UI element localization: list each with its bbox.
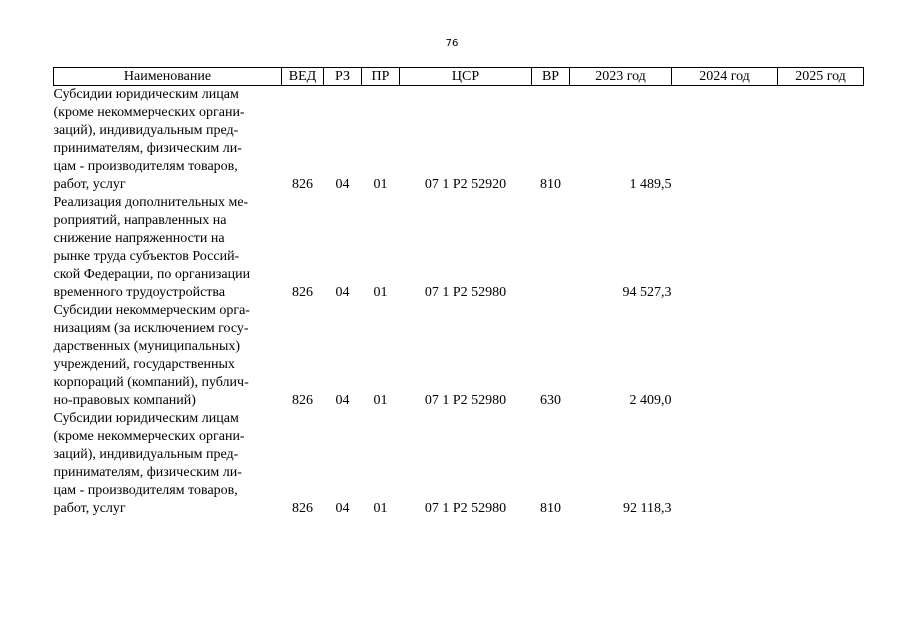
row-csr: 07 1 Р2 52980: [424, 501, 507, 516]
column-header-2024: 2024 год: [672, 68, 778, 86]
row-name-line: рынке труда субъектов Россий-: [53, 249, 240, 264]
row-name-line: заций), индивидуальным пред-: [53, 123, 239, 138]
row-amount-2024: [672, 194, 778, 302]
column-header-2025: 2025 год: [778, 68, 864, 86]
row-amount-2025: [778, 302, 864, 410]
row-name: [54, 410, 282, 518]
column-header-name: Наименование: [54, 68, 282, 86]
row-name-line: ской Федерации, по организации: [53, 267, 251, 282]
row-csr: 07 1 Р2 52980: [424, 285, 507, 300]
table-row: [54, 410, 864, 518]
row-amount-2023: 1 489,5: [629, 177, 672, 192]
row-name-line: роприятий, направленных на: [53, 213, 227, 228]
row-rz: 04: [335, 285, 350, 300]
row-pr: 01: [373, 285, 388, 300]
row-name-line: Субсидии юридическим лицам: [53, 87, 239, 102]
column-header-pr: ПР: [362, 68, 400, 86]
column-header-ved: ВЕД: [282, 68, 324, 86]
row-name: [54, 194, 282, 302]
row-pr: 01: [373, 393, 388, 408]
row-vr: 630: [540, 393, 561, 408]
row-ved: 826: [292, 393, 313, 408]
row-amount-2023: 92 118,3: [623, 501, 672, 516]
row-name-line: (кроме некоммерческих органи-: [53, 429, 245, 444]
row-name-line: учреждений, государственных: [53, 357, 235, 372]
row-name-line: заций), индивидуальным пред-: [53, 447, 239, 462]
row-name-line: временного трудоустройства: [53, 285, 226, 300]
row-amount-2024: [672, 410, 778, 518]
row-name-line: низациям (за исключением госу-: [53, 321, 249, 336]
row-name-line: работ, услуг: [53, 177, 126, 192]
row-rz: 04: [335, 177, 350, 192]
row-name: [54, 86, 282, 195]
table-header-row: [54, 68, 864, 86]
row-name-line: Субсидии некоммерческим орга-: [53, 303, 250, 318]
table-row: [54, 302, 864, 410]
row-name-line: работ, услуг: [53, 501, 126, 516]
row-name-line: Реализация дополнительных ме-: [53, 195, 249, 210]
row-name: [54, 302, 282, 410]
row-name-line: снижение напряженности на: [53, 231, 225, 246]
row-amount-2025: [778, 410, 864, 518]
row-name-line: принимателям, физическим ли-: [53, 465, 242, 480]
row-name-line: корпораций (компаний), публич-: [53, 375, 249, 390]
row-name-line: но-правовых компаний): [53, 393, 196, 408]
column-header-rz: РЗ: [324, 68, 362, 86]
budget-table: [53, 67, 864, 518]
row-csr: 07 1 Р2 52920: [424, 177, 507, 192]
row-name-line: цам - производителям товаров,: [53, 483, 238, 498]
row-amount-2024: [672, 302, 778, 410]
row-csr: 07 1 Р2 52980: [424, 393, 507, 408]
table-body: [54, 86, 864, 519]
row-amount-2023: 2 409,0: [629, 393, 672, 408]
row-pr: 01: [373, 501, 388, 516]
table-row: [54, 194, 864, 302]
column-header-csr: ЦСР: [400, 68, 532, 86]
row-vr: 810: [540, 501, 561, 516]
page-number: 76: [445, 38, 459, 49]
row-amount-2024: [672, 86, 778, 195]
row-name-line: (кроме некоммерческих органи-: [53, 105, 245, 120]
row-rz: 04: [335, 501, 350, 516]
table-row: [54, 86, 864, 195]
row-name-line: дарственных (муниципальных): [53, 339, 241, 354]
row-name-line: Субсидии юридическим лицам: [53, 411, 239, 426]
column-header-vr: ВР: [532, 68, 570, 86]
row-name-line: принимателям, физическим ли-: [53, 141, 242, 156]
row-ved: 826: [292, 501, 313, 516]
row-amount-2025: [778, 194, 864, 302]
row-amount-2023: 94 527,3: [622, 285, 672, 300]
row-vr: 810: [540, 177, 561, 192]
row-rz: 04: [335, 393, 350, 408]
row-vr: [532, 194, 570, 302]
row-amount-2025: [778, 86, 864, 195]
row-ved: 826: [292, 285, 313, 300]
row-pr: 01: [373, 177, 388, 192]
row-name-line: цам - производителям товаров,: [53, 159, 238, 174]
row-ved: 826: [292, 177, 313, 192]
column-header-2023: 2023 год: [570, 68, 672, 86]
